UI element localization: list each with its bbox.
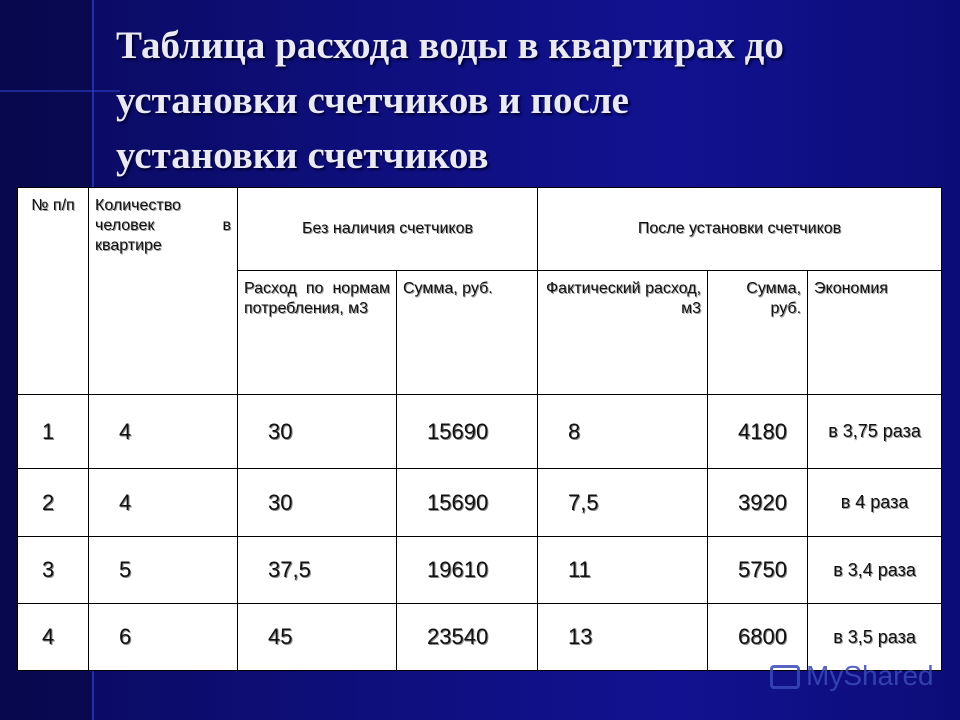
cell-sum-after: 6800 [708,604,808,671]
decor-horizontal-line [0,90,120,92]
cell-saving: в 4 раза [808,469,942,537]
cell-sum-before: 15690 [397,395,538,469]
slide-title [116,18,936,183]
header-sum-after: Сумма, руб. [708,271,808,395]
cell-sum-before: 23540 [397,604,538,671]
header-norm: Расход по нормам потребления, м3 [238,271,397,395]
header-saving: Экономия [808,271,942,395]
cell-actual: 11 [538,537,708,604]
cell-norm: 30 [238,469,397,537]
cell-num: 3 [18,537,89,604]
cell-saving: в 3,4 раза [808,537,942,604]
cell-norm: 45 [238,604,397,671]
cell-people: 5 [89,537,238,604]
cell-people: 4 [89,395,238,469]
title-line-2: установки счетчиков и после [116,79,629,122]
watermark [770,660,934,692]
header-after-meters: После установки счетчиков [538,188,942,271]
cell-sum-after: 5750 [708,537,808,604]
table-row [18,469,942,537]
header-num: № п/п [18,188,89,395]
cell-sum-before: 19610 [397,537,538,604]
header-sum-before: Сумма, руб. [397,271,538,395]
cell-people: 4 [89,469,238,537]
header-without-meters: Без наличия счетчиков [238,188,538,271]
title-line-1: Таблица расхода воды в квартирах до [116,24,784,67]
header-people: Количество человек в квартире [89,188,238,395]
cell-saving: в 3,5 раза [808,604,942,671]
cell-norm: 30 [238,395,397,469]
cell-sum-after: 3920 [708,469,808,537]
cell-people: 6 [89,604,238,671]
cell-actual: 13 [538,604,708,671]
cell-num: 4 [18,604,89,671]
header-actual: Фактический расход, м3 [538,271,708,395]
table-row [18,395,942,469]
cell-num: 1 [18,395,89,469]
cell-num: 2 [18,469,89,537]
presentation-icon [770,665,800,689]
water-consumption-table [17,187,942,671]
title-line-3: установки счетчиков [116,134,489,177]
watermark-text: MyShared [806,660,934,691]
table-row [18,537,942,604]
cell-actual: 7,5 [538,469,708,537]
cell-saving: в 3,75 раза [808,395,942,469]
cell-sum-before: 15690 [397,469,538,537]
cell-sum-after: 4180 [708,395,808,469]
header-row-1 [18,188,942,271]
cell-norm: 37,5 [238,537,397,604]
cell-actual: 8 [538,395,708,469]
